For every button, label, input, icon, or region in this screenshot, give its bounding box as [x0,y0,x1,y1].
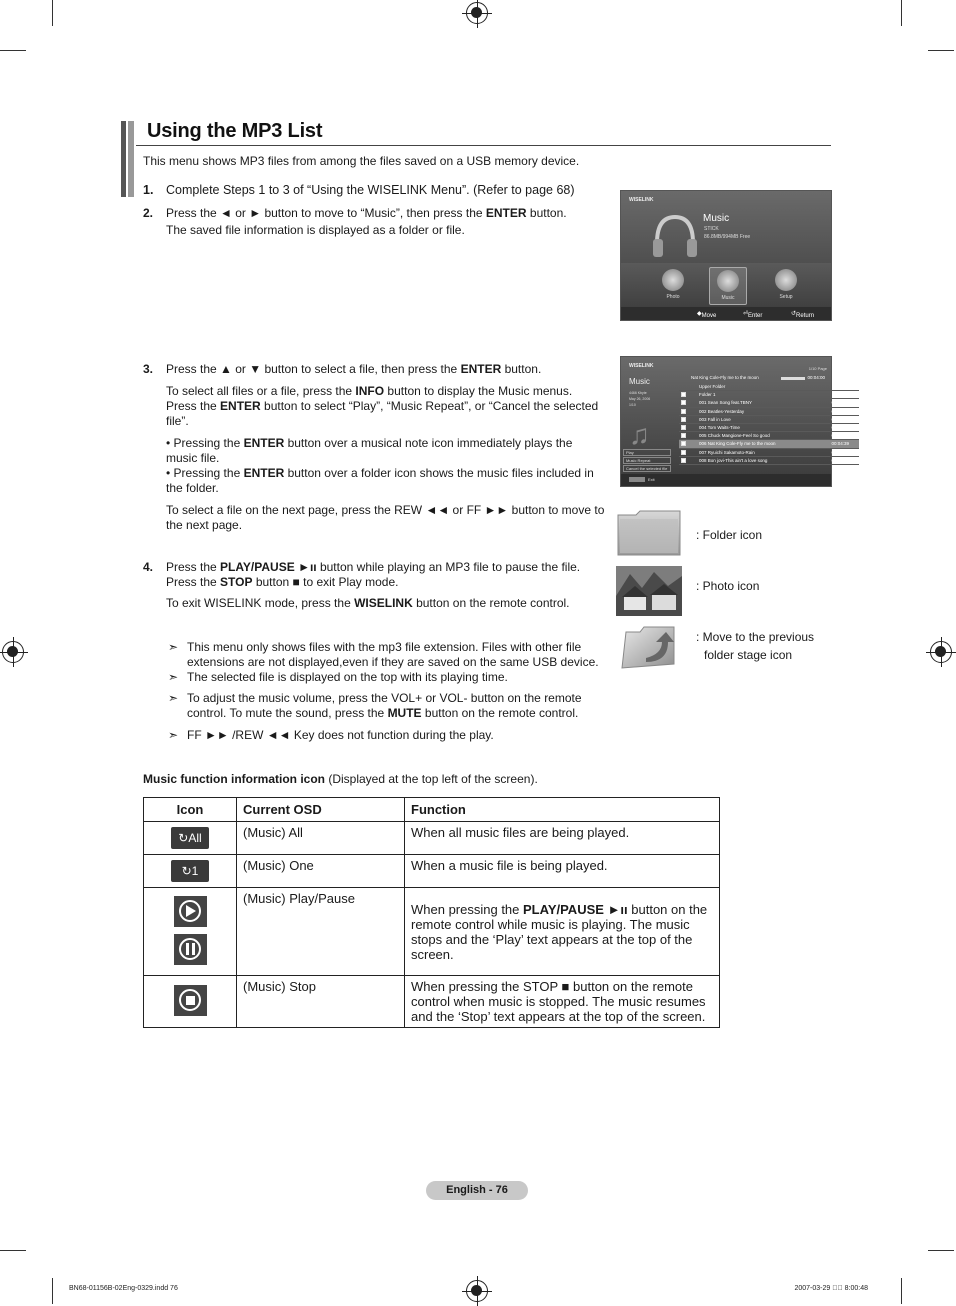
tv-screen-wiselink-menu [620,190,832,321]
icon-cell [144,976,237,1028]
step-text: Press the ▲ or ▼ button to select a file, then press the [166,362,461,376]
tv-storage-info [704,225,750,241]
row-name: 006 Nat King Cole-Fly me to the moon [699,441,776,447]
timestamp-meta: 2007-03-29 ￿￿ 8:00:48 [794,1285,868,1292]
note-text: This menu only shows files with the mp3 file extension. Files with other file extensions are not displayed,even if they are saved on the same USB device. [187,640,599,669]
photo-icon [616,566,682,616]
row-time: 00:04:01 [831,400,849,406]
row-name: 002 Beatles-Yesterday [699,408,745,414]
button-name: MUTE [387,706,422,720]
button-name: WISELINK [354,596,413,610]
column-header: Function [405,798,720,822]
osd-cell: (Music) One [237,855,405,888]
caption-rest: (Displayed at the top left of the screen). [325,772,538,786]
tv-footer-bar [621,474,831,486]
return-hint: ↺ Return [791,311,815,319]
wiselink-logo: WISELINK [629,197,654,203]
note-text: FF ►► /REW ◄◄ Key does not function during the play. [187,728,494,742]
row-time: 00:04:12 [831,416,849,422]
checkbox[interactable] [681,425,686,430]
music-popup-menu [623,449,671,473]
row-name: 003 Fall in Love [699,416,731,422]
page-indicator: 1/10 Page [808,366,827,371]
osd-cell: (Music) All [237,822,405,855]
checkbox[interactable] [681,450,686,455]
play-time: 00:04:00 [807,375,825,380]
checkbox[interactable] [681,392,686,397]
checkbox[interactable] [681,417,686,422]
step-number: 2. [143,206,154,220]
row-time: 00:03:54 [831,449,849,455]
step-number: 1. [143,183,154,197]
folder-icon-label: : Folder icon [696,528,763,542]
crop-mark [928,50,954,51]
row-name: 008 Bon jovi-This ain't a love song [699,457,768,463]
list-item[interactable] [679,457,859,465]
crop-mark [901,1278,902,1304]
icon-cell [144,822,237,855]
device-name: STICK [704,226,719,232]
dock-item-setup[interactable] [767,267,805,305]
row-name: Upper Folder [699,384,726,389]
function-text: button on the remote control while music is playing. The music stops and the ‘Play’ text appears at the top of the screen. [411,901,708,962]
repeat-one-icon: ↻1 [171,860,209,882]
note-text-part: To adjust the music volume, press the VOL+ or VOL- button on the remote control. To mute the sound, press the [187,691,582,720]
enter-hint: ⏎ Enter [743,311,763,319]
dock-item-photo[interactable] [654,267,692,305]
note-arrow-icon: ➣ [168,728,179,742]
music-note-icon: ♫ [629,419,650,450]
row-name: 004 Tom Waits-Time [699,424,740,430]
menu-item-cancel-selected[interactable]: Cancel the selected file [623,465,671,472]
tv-screen-music-list [620,356,849,487]
music-icon [717,270,739,292]
osd-cell: (Music) Play/Pause [237,888,405,976]
table-row [144,976,720,1028]
folder-icon [616,509,682,557]
function-cell: When all music files are being played. [405,822,720,855]
row-name: 005 Chuck Mangione-Feel So good [699,433,770,439]
step-text: button while playing an MP3 file to pause the file. Press the [166,560,581,589]
column-header: Current OSD [237,798,405,822]
list-item-selected[interactable] [679,440,859,448]
panel-info [629,390,650,408]
crop-mark [901,0,902,26]
crop-mark [0,1250,26,1251]
function-cell [405,888,720,976]
now-playing: Nat King Cole-Fly me to the moon [691,375,759,380]
photo-icon [662,269,684,291]
checkbox[interactable] [681,409,686,414]
list-item[interactable] [679,408,859,416]
checkbox[interactable] [681,400,686,405]
previous-folder-icon [616,624,682,670]
table-caption [143,772,538,786]
gear-icon [775,269,797,291]
tv-footer-bar [621,307,831,320]
note-text-part: button on the remote control. [421,706,579,720]
dock-label: Music [721,295,735,301]
list-item[interactable] [679,449,859,457]
checkbox[interactable] [681,433,686,438]
menu-item-music-repeat[interactable]: Music Repeat [623,457,671,464]
row-time: 00:03:30 [831,424,849,430]
step-number: 3. [143,362,154,376]
play-icon [174,896,207,927]
play-pause-icon: ►ıı [298,560,317,574]
bullet-text: button over a musical note icon immediately plays the music file. [166,436,573,465]
panel-title: Music [629,377,650,386]
previous-folder-icon-label [696,628,814,664]
step-text: To select a file on the next page, press the REW ◄◄ or FF ►► button to move to the next page. [166,503,605,532]
list-item[interactable] [679,416,859,424]
intro-text: This menu shows MP3 files from among the files saved on a USB memory device. [143,154,580,168]
button-name: ENTER [460,362,502,376]
bullet-text: • Pressing the [166,436,244,450]
progress-bar [781,377,805,380]
stop-icon [174,985,207,1016]
label-line: : Move to the previous [696,630,815,644]
page-title: Using the MP3 List [147,120,323,142]
table-header-row [144,798,720,822]
row-time: 00:04:20 [831,408,849,414]
row-time: 00:04:39 [831,441,849,447]
hint-label: Enter [748,313,763,319]
button-name: ENTER [243,436,285,450]
step-number: 4. [143,560,154,574]
checkbox[interactable] [681,441,686,446]
table-row [144,855,720,888]
row-name: 007 Ryuichi Sakamoto-Rain [699,449,755,455]
list-item[interactable] [679,399,859,407]
music-function-table [143,797,720,1028]
dock-item-music[interactable] [709,267,747,305]
step-text: Complete Steps 1 to 3 of “Using the WISELINK Menu”. (Refer to page 68) [166,183,575,197]
free-space: 86.8MB/994MB Free [704,234,751,240]
table-row [144,822,720,855]
note-arrow-icon: ➣ [168,670,179,684]
title-accent-bar [121,121,126,197]
file-index: 1/10 [629,403,636,407]
exit-hint: Exit [648,477,655,482]
pause-icon [174,934,207,965]
step-text: button. [501,362,542,376]
icon-cell [144,855,237,888]
button-name: STOP [220,575,253,589]
column-header: Icon [144,798,237,822]
icon-cell [144,888,237,976]
checkbox[interactable] [681,458,686,463]
step-text: Press the [166,560,221,574]
function-cell: When pressing the STOP ■ button on the remote control when music is stopped. The music resumes and the ‘Stop’ text appears at the top of the screen. [405,976,720,1028]
osd-cell: (Music) Stop [237,976,405,1028]
registration-mark-icon [930,641,952,663]
list-item[interactable] [679,432,859,440]
photo-icon-label: : Photo icon [696,579,760,593]
tv-section-title: Music [703,213,730,224]
button-name: PLAY/PAUSE [523,901,604,917]
dock-label: Photo [666,294,680,300]
dock-label: Setup [779,294,793,300]
headphones-icon [651,213,699,259]
registration-mark-icon [466,2,488,24]
hint-label: Return [796,313,815,319]
step-text: button to select “Play”, “Music Repeat”, or “Cancel the selected file”. [166,399,599,428]
function-text: When pressing the [411,901,524,917]
wiselink-logo: WISELINK [629,363,654,369]
move-hint: ◆ Move [697,311,717,319]
row-time: 00:03:25 [831,457,849,463]
list-item[interactable] [679,424,859,432]
crop-mark [0,50,26,51]
title-divider [136,145,831,146]
button-name: ENTER [243,466,285,480]
exit-key-icon [629,477,645,482]
registration-mark-icon [466,1280,488,1302]
row-time: 00:04:38 [831,433,849,439]
registration-mark-icon [2,641,24,663]
note-arrow-icon: ➣ [168,640,179,654]
label-line: folder stage icon [704,648,793,662]
file-date: May 26, 2006 [629,397,651,401]
row-name: 001 Sean Song feat.TBNY [699,400,753,406]
list-item[interactable] [679,391,859,399]
list-item[interactable] [679,383,859,391]
step-text: button ■ to exit Play mode. [252,575,399,589]
note-arrow-icon: ➣ [168,691,179,705]
step-text: To exit WISELINK mode, press the [166,596,355,610]
step-text: button. [526,206,567,220]
crop-mark [928,1250,954,1251]
tv-menu-dock [621,263,831,307]
menu-item-play[interactable]: Play [623,449,671,456]
file-meta: BN68-01156B-02Eng-0329.indd 76 [69,1285,178,1292]
step-text: Press the ◄ or ► button to move to “Music”, then press the [166,206,486,220]
repeat-all-icon: ↻All [171,827,209,849]
button-name: INFO [355,384,385,398]
page-number-badge: English - 76 [426,1181,528,1200]
crop-mark [52,1278,53,1304]
note-text [187,691,607,721]
function-cell: When a music file is being played. [405,855,720,888]
caption-bold: Music function information icon [143,772,325,786]
note-text: The selected file is displayed on the top with its playing time. [187,670,508,684]
step-text: The saved file information is displayed as a folder or file. [166,223,465,237]
bullet-text: • Pressing the [166,466,244,480]
file-size: 4466 Kbyte [629,391,647,395]
button-name: ENTER [485,206,527,220]
play-pause-icon: ►ıı [607,901,628,917]
music-file-list [679,383,859,465]
button-name: PLAY/PAUSE [220,560,295,574]
step-text: To select all files or a file, press the [166,384,356,398]
crop-mark [52,0,53,26]
title-accent-bar [128,121,134,197]
table-row [144,888,720,976]
step-text: button to display the Music menus. Press the [166,384,573,413]
row-name: Folder 1 [699,392,716,398]
bullet-text: button over a folder icon shows the music files included in the folder. [166,466,594,495]
button-name: ENTER [220,399,261,413]
step-text: button on the remote control. [412,596,570,610]
hint-label: Move [701,313,717,319]
